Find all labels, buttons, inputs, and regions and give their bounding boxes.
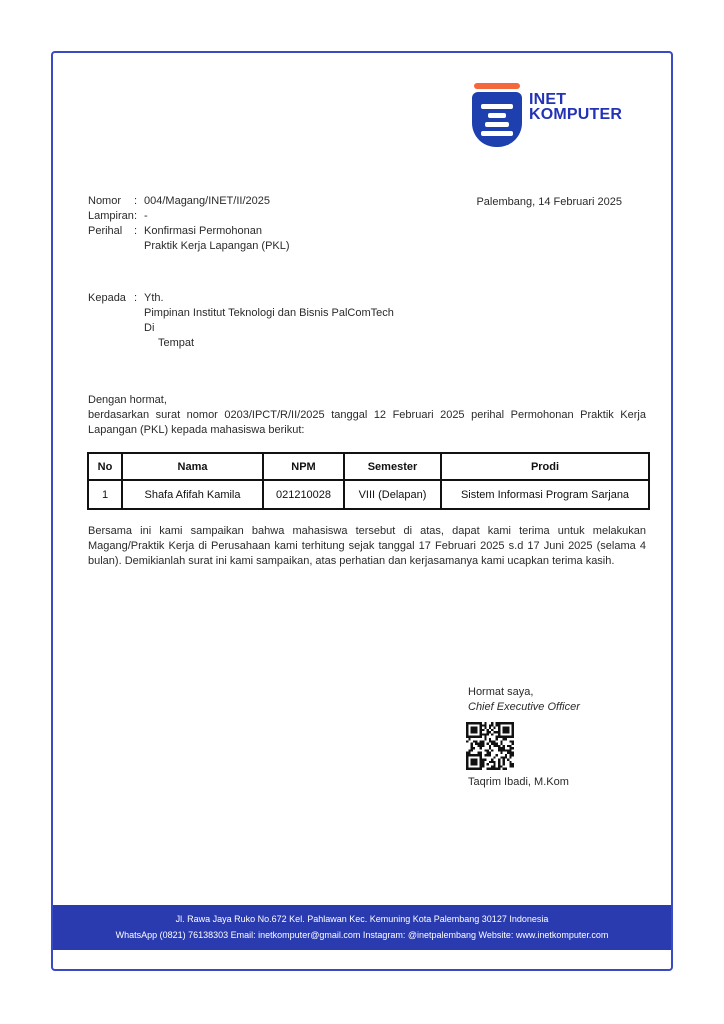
paragraph-1-text: berdasarkan surat nomor 0203/IPCT/R/II/2025 tanggal 12 Februari 2025 perihal Permohonan Praktik Kerja Lapangan (PKL) kepada mahasiswa berikut:	[88, 409, 646, 436]
col-header-nama: Nama	[122, 453, 263, 480]
meta-row-nomor: Nomor : 004/Magang/INET/II/2025	[88, 195, 270, 207]
cell-npm: 021210028	[263, 480, 344, 509]
col-header-no: No	[88, 453, 122, 480]
recipient-institution: Pimpinan Institut Teknologi dan Bisnis PalComTech	[144, 307, 394, 319]
footer-address: Jl. Rawa Jaya Ruko No.672 Kel. Pahlawan Kec. Kemuning Kota Palembang 30127 Indonesia	[175, 914, 549, 924]
recipient-lines: Yth. Pimpinan Institut Teknologi dan Bisnis PalComTech Di Tempat	[144, 292, 394, 349]
opening-paragraph	[88, 393, 646, 438]
letter-number: 004/Magang/INET/II/2025	[144, 195, 270, 207]
cell-no: 1	[88, 480, 122, 509]
meta-row-lampiran: Lampiran : -	[88, 210, 148, 222]
recipient-block: Kepada : Yth. Pimpinan Institut Teknologi dan Bisnis PalComTech Di Tempat	[88, 292, 394, 349]
company-name-line1: INET	[529, 91, 567, 108]
letter-meta	[88, 194, 290, 254]
cell-prodi: Sistem Informasi Program Sarjana	[441, 480, 649, 509]
qr-code	[466, 721, 514, 771]
qr-code-icon	[466, 721, 514, 771]
company-logo	[472, 83, 622, 147]
footer-band	[53, 905, 671, 950]
signature-block	[468, 685, 580, 715]
meta-label: Lampiran	[88, 210, 134, 222]
signer-title: Chief Executive Officer	[468, 701, 580, 713]
footer-contact: WhatsApp (0821) 76138303 Email: inetkomputer@gmail.com Instagram: @inetpalembang Website: www.inetkomputer.com	[115, 930, 609, 940]
company-name-line2: KOMPUTER	[529, 106, 623, 123]
attachment-value: -	[144, 210, 148, 222]
col-header-semester: Semester	[344, 453, 441, 480]
col-header-npm: NPM	[263, 453, 344, 480]
logo-badge-shape	[472, 92, 522, 147]
cell-nama: Shafa Afifah Kamila	[122, 480, 263, 509]
meta-label: Perihal	[88, 225, 123, 237]
subject-value: Konfirmasi Permohonan Praktik Kerja Lapangan (PKL)	[144, 225, 290, 252]
letter-date: Palembang, 14 Februari 2025	[476, 196, 622, 208]
student-table	[87, 452, 650, 510]
closing-salutation: Hormat saya,	[468, 686, 534, 698]
page-border-frame	[51, 51, 673, 971]
col-header-prodi: Prodi	[441, 453, 649, 480]
inet-komputer-badge-icon	[472, 83, 522, 147]
cell-semester: VIII (Delapan)	[344, 480, 441, 509]
table-row	[88, 480, 649, 509]
company-name	[529, 92, 622, 122]
recipient-label: Kepada	[88, 292, 126, 304]
meta-label: Nomor	[88, 195, 122, 207]
meta-row-perihal: Perihal : Konfirmasi Permohonan Praktik Kerja Lapangan (PKL)	[88, 225, 290, 252]
logo-orange-bar	[474, 83, 520, 89]
signer-name: Taqrim Ibadi, M.Kom	[468, 776, 569, 788]
closing-paragraph	[88, 524, 646, 569]
salutation: Dengan hormat,	[88, 394, 167, 406]
table-header-row	[88, 453, 649, 480]
paragraph-2-text: Bersama ini kami sampaikan bahwa mahasiswa tersebut di atas, dapat kami terima untuk melakukan Magang/Praktik Kerja di Perusahaan kami terhitung sejak tanggal 17 Februari 2025 s.d 17 Juni 2025 (selama 4 bulan). Demikianlah surat ini kami sampaikan, atas perhatian dan kerjasamanya kami ucapkan terima kasih.	[88, 525, 646, 567]
